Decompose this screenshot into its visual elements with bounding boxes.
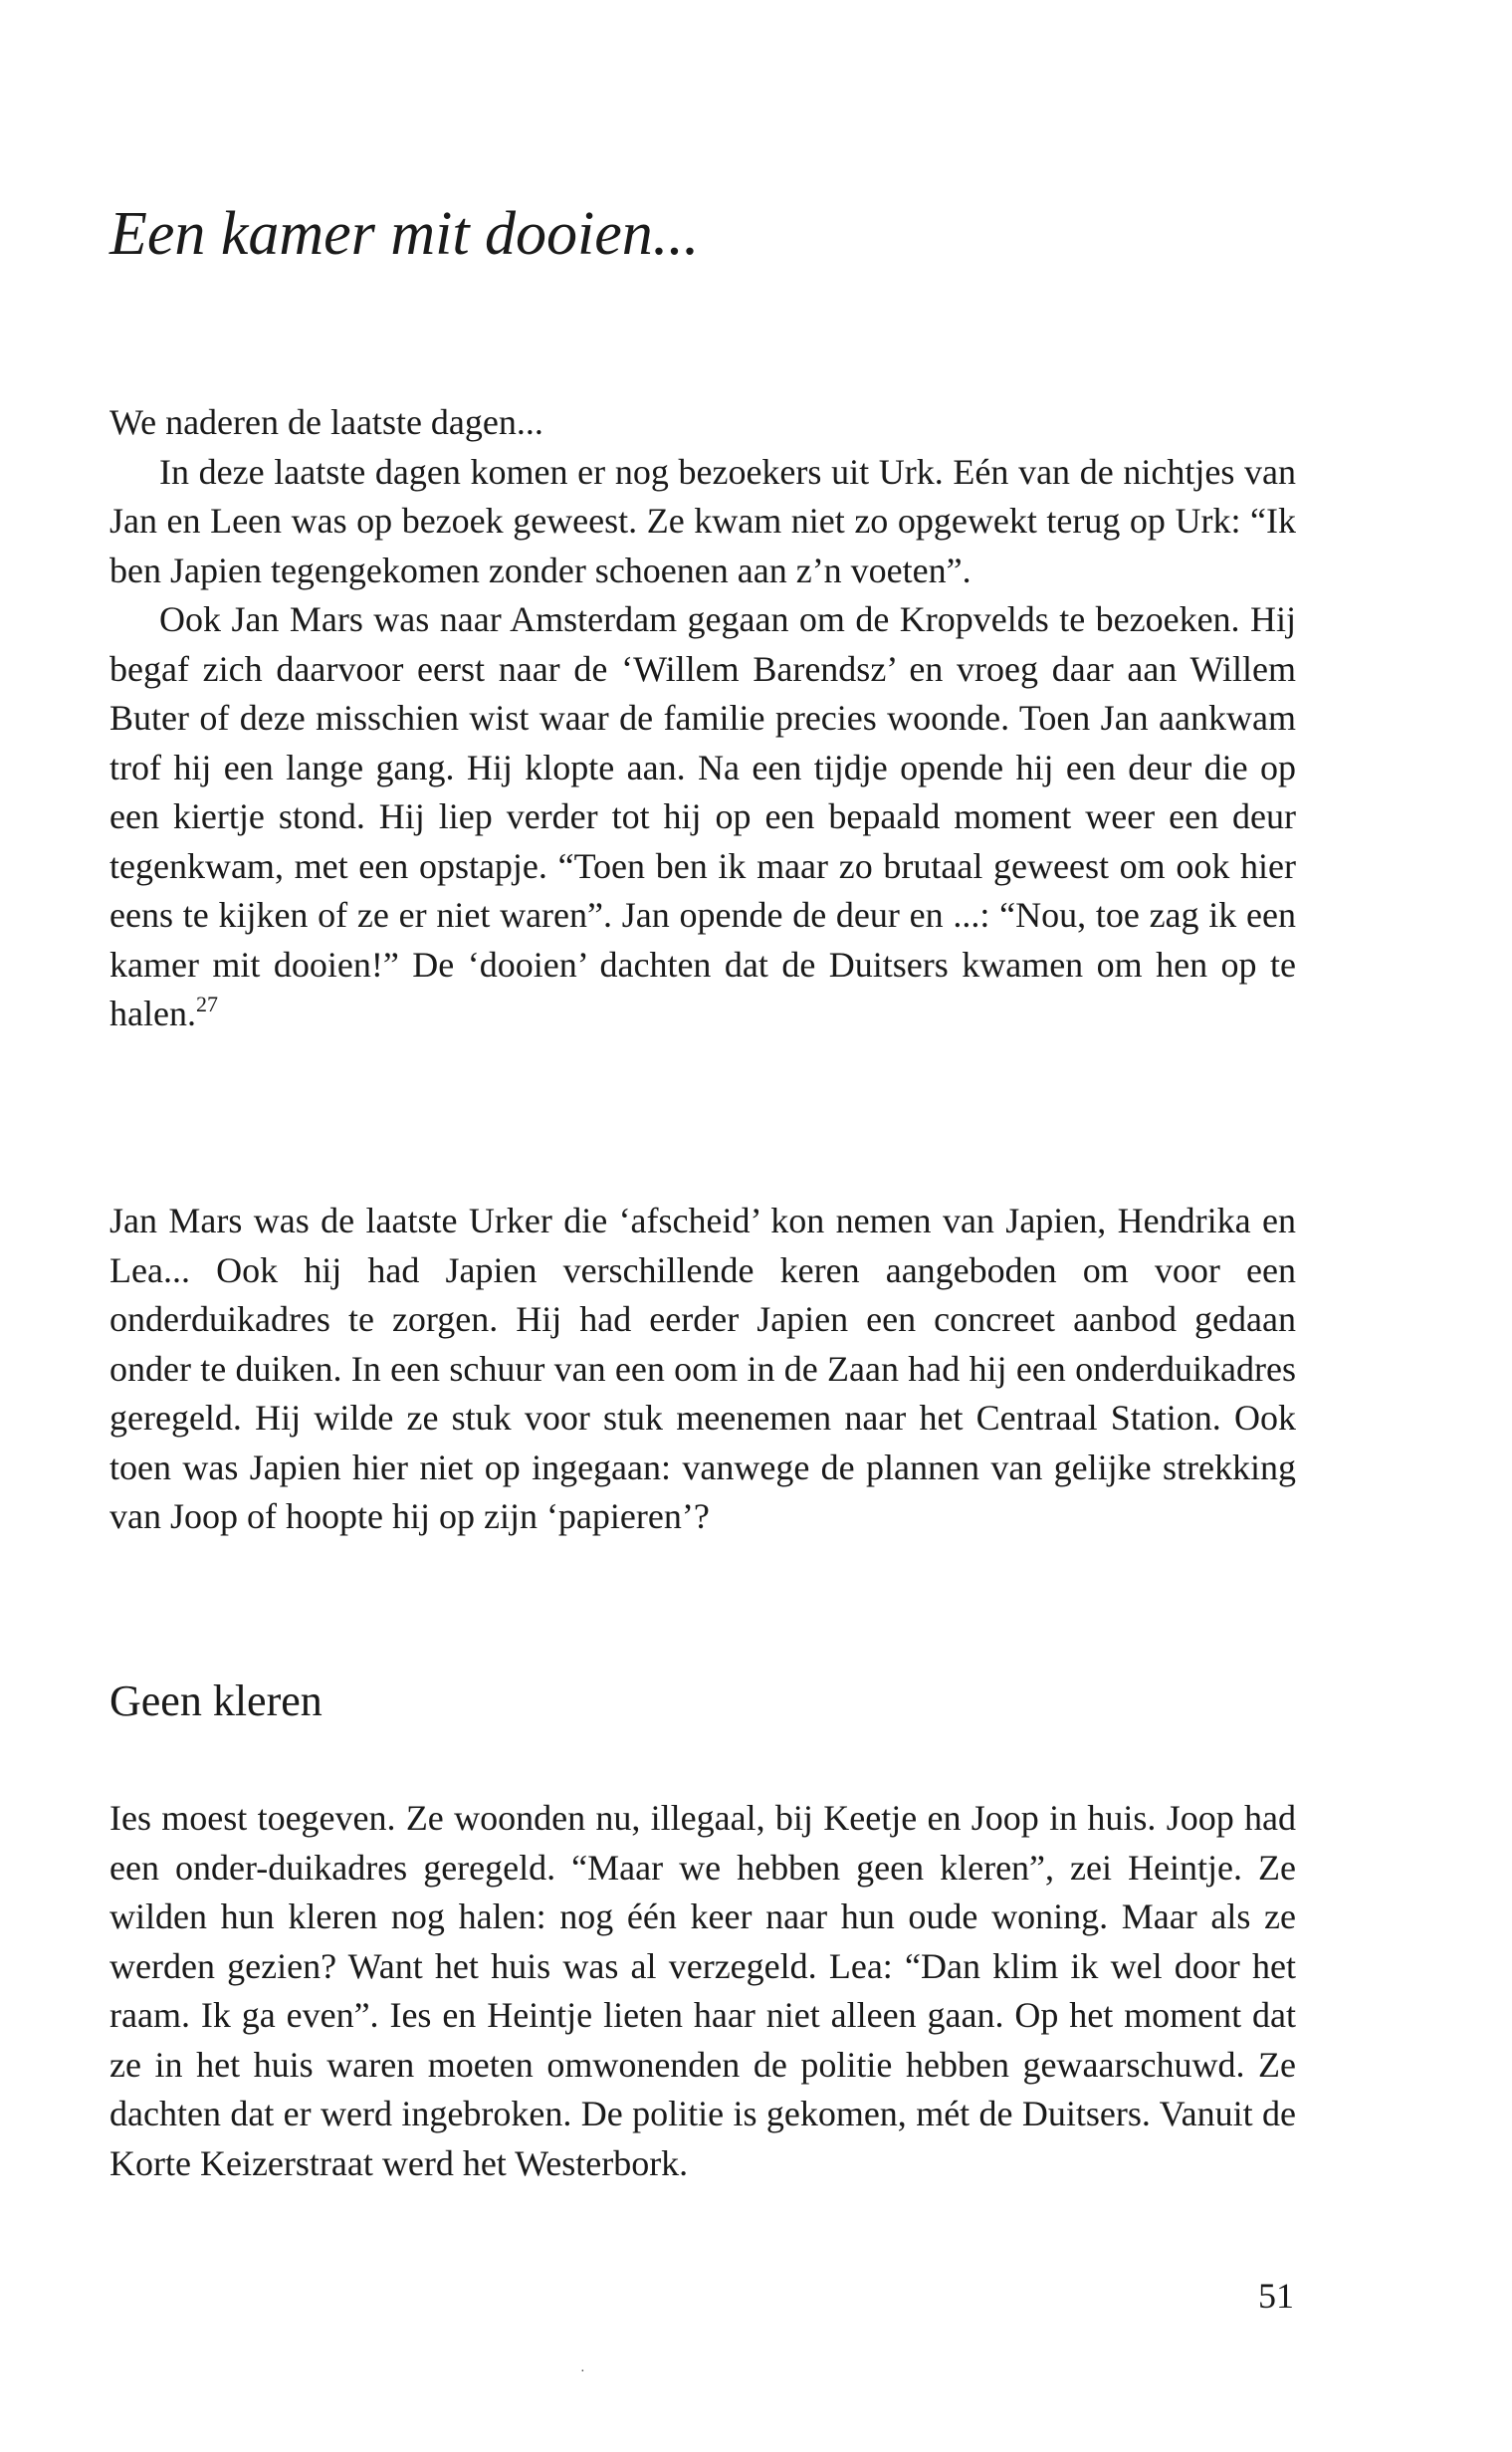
paragraph: Jan Mars was de laatste Urker die ‘afscheid’ kon nemen van Japien, Hendrika en Lea... Ook hij had Japien verschillende keren aangeboden om voor een onderduikadres te zorgen. Hij had eerder Japien een concreet aanbod gedaan onder te duiken. In een schuur van een oom in de Zaan had hij een onderduikadres geregeld. Hij wilde ze stuk voor stuk meenemen naar het Centraal Station. Ook toen was Japien hier niet op ingegaan: vanwege de plannen van gelijke strekking van Joop of hoopte hij op zijn ‘papieren’? [109, 1201, 1296, 1536]
text-block-2 [109, 1197, 1296, 1542]
paragraph-text: Ook Jan Mars was naar Amsterdam gegaan om de Kropvelds te bezoeken. Hij begaf zich daarvoor eerst naar de ‘Willem Barendsz’ en vroeg daar aan Willem Buter of deze misschien wist waar de familie precies woonde. Toen Jan aankwam trof hij een lange gang. Hij klopte aan. Na een tijdje opende hij een deur die op een kiertje stond. Hij liep verder tot hij op een bepaald moment weer een deur tegenkwam, met een opstapje. “Toen ben ik maar zo brutaal geweest om ook hier eens te kijken of ze er niet waren”. Jan opende de deur en ...: “Nou, toe zag ik een kamer mit dooien!” De ‘dooien’ dachten dat de Duitsers kwamen om hen op te halen. [109, 599, 1296, 1033]
footnote-marker: 27 [195, 992, 218, 1016]
section-heading: Geen kleren [109, 1676, 323, 1725]
paragraph: In deze laatste dagen komen er nog bezoekers uit Urk. Eén van de nichtjes van Jan en Leen was op bezoek geweest. Ze kwam niet zo opgewekt terug op Urk: “Ik ben Japien tegengekomen zonder schoenen aan z’n voeten”. [109, 451, 1296, 590]
chapter-title: Een kamer mit dooien... [109, 200, 700, 268]
text-block-1 [109, 398, 1296, 1039]
paragraph: Ies moest toegeven. Ze woonden nu, illegaal, bij Keetje en Joop in huis. Joop had een onder-duikadres geregeld. “Maar we hebben geen kleren”, zei Heintje. Ze wilden hun kleren nog halen: nog één keer naar hun oude woning. Maar als ze werden gezien? Want het huis was al verzegeld. Lea: “Dan klim ik wel door het raam. Ik ga even”. Ies en Heintje lieten haar niet alleen gaan. Op het moment dat ze in het huis waren moeten omwonenden de politie hebben gewaarschuwd. Ze dachten dat er werd ingebroken. De politie is gekomen, mét de Duitsers. Vanuit de Korte Keizerstraat werd het Westerbork. [109, 1798, 1296, 2183]
scan-speck: · [580, 2364, 585, 2379]
paragraph: We naderen de laatste dagen... [109, 402, 543, 442]
paragraph [109, 595, 1296, 1039]
text-block-3 [109, 1794, 1296, 2188]
page-number: 51 [1258, 2276, 1294, 2316]
